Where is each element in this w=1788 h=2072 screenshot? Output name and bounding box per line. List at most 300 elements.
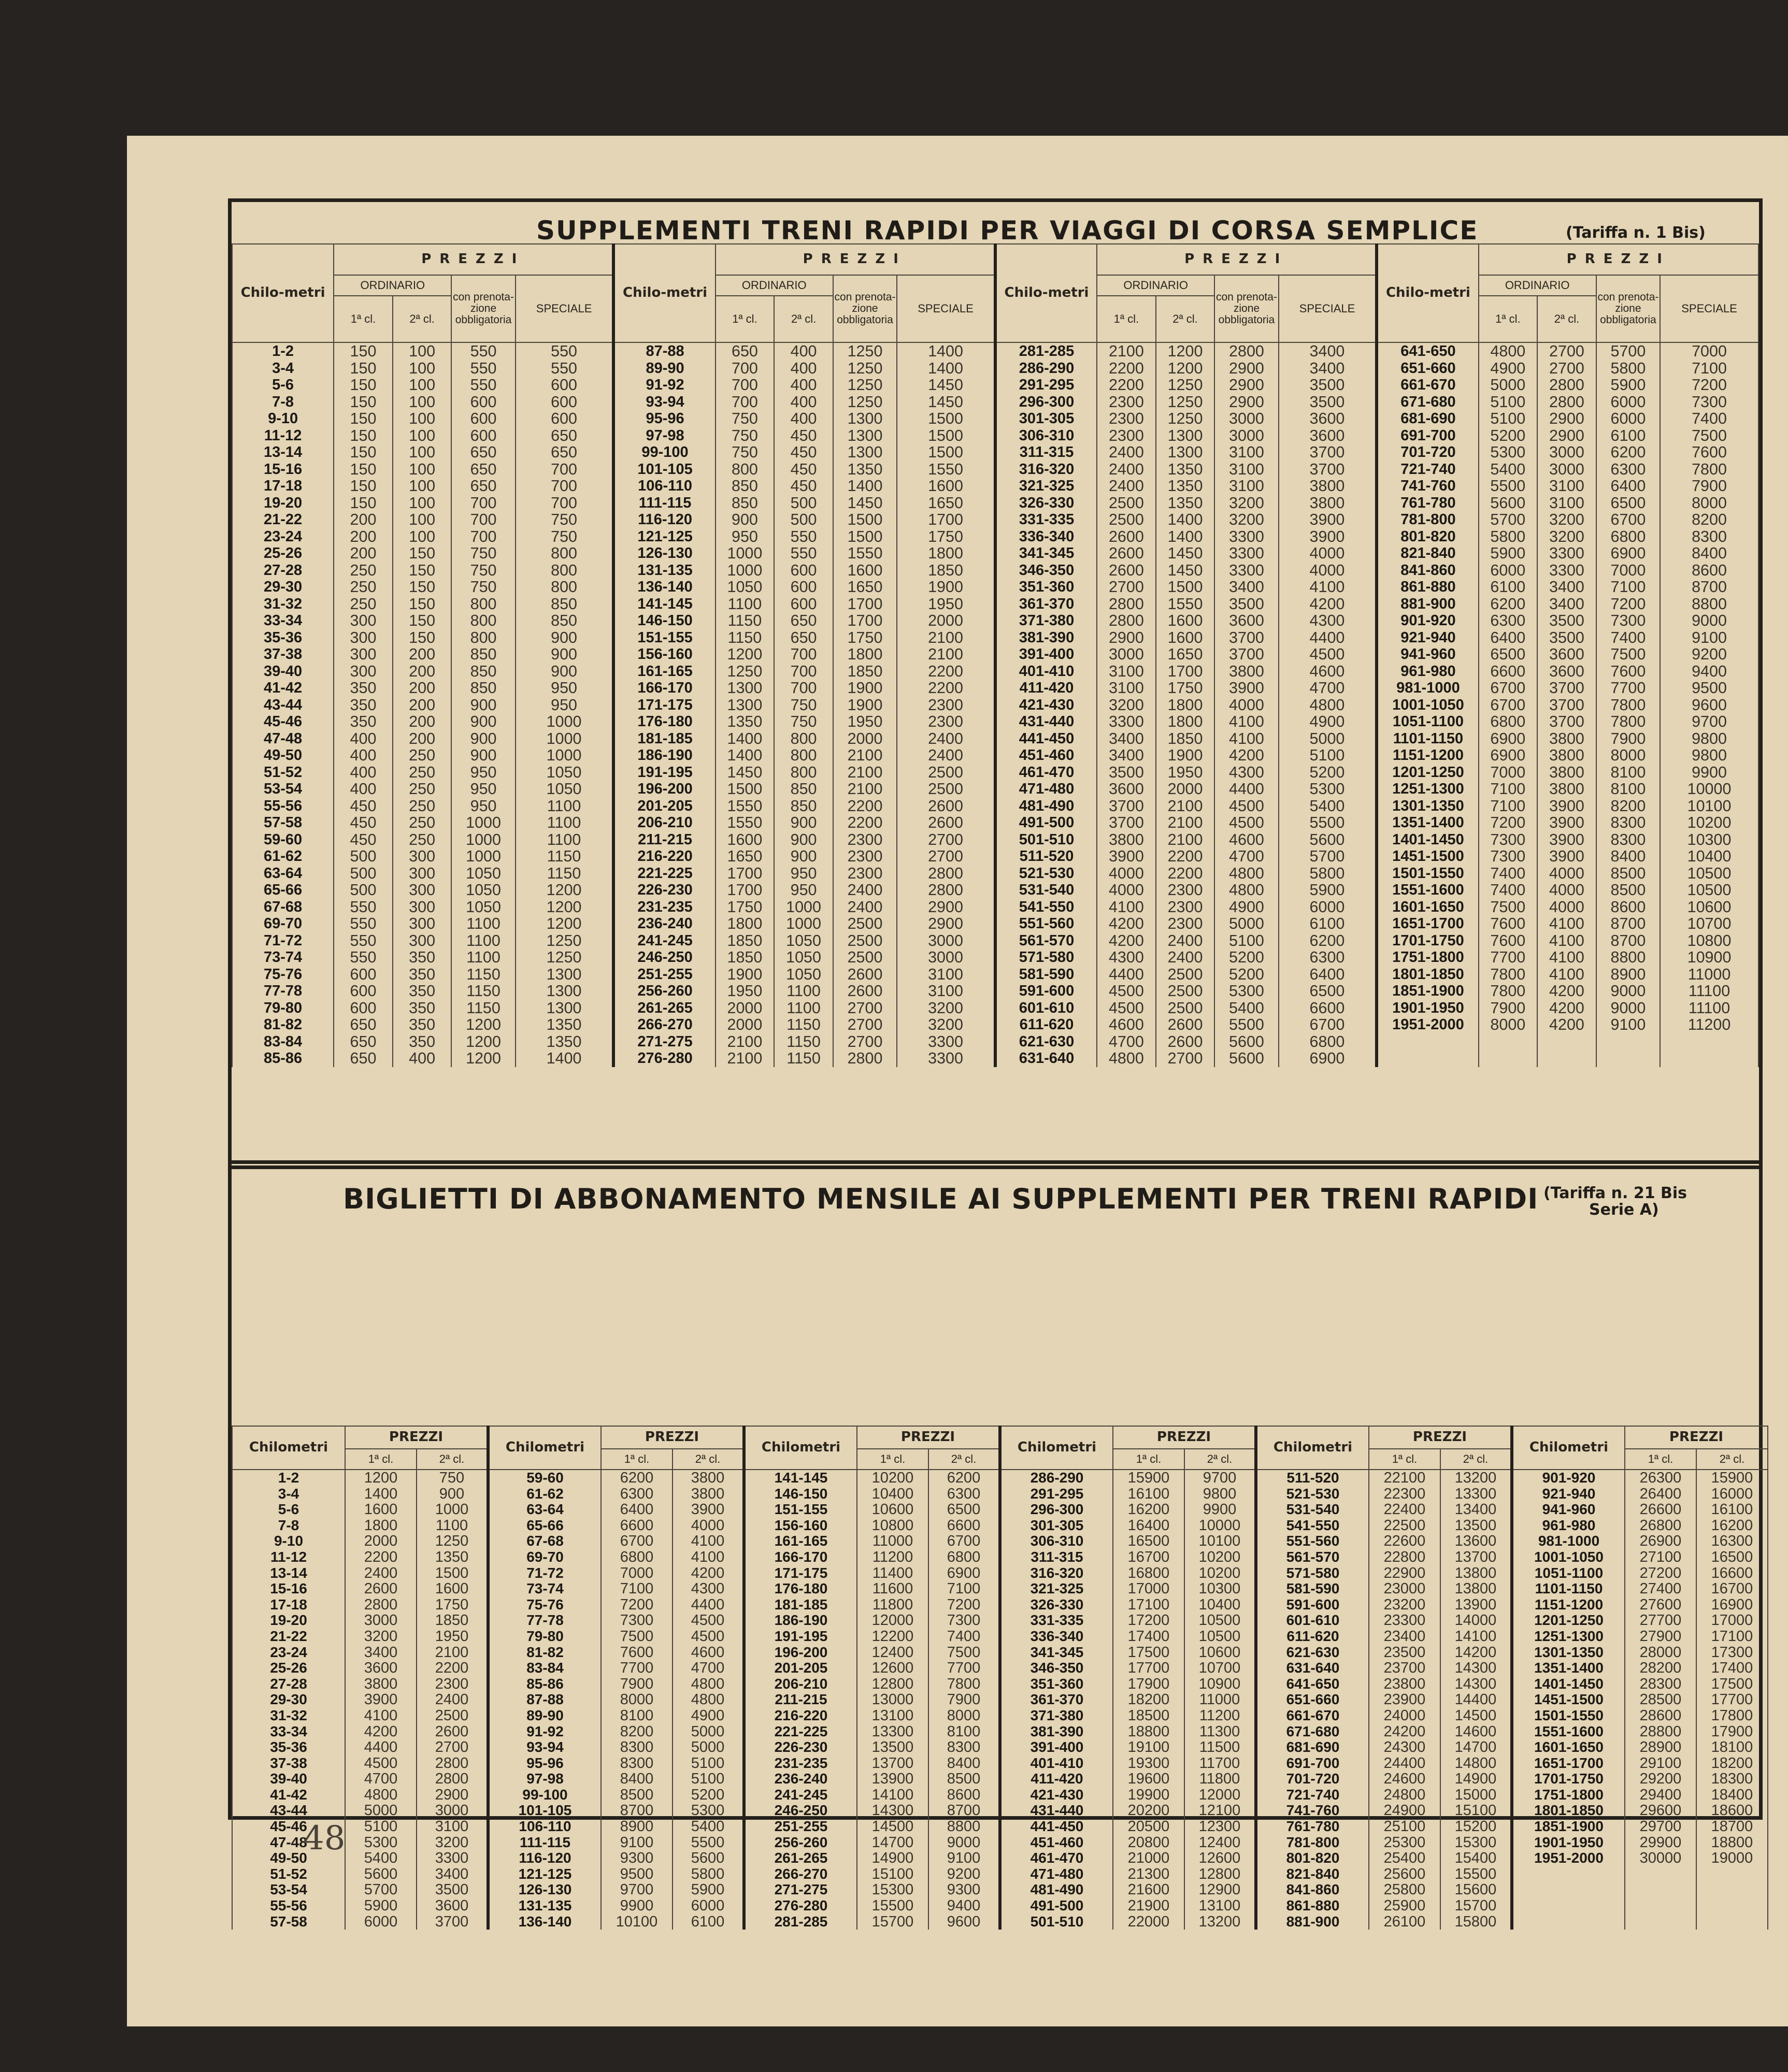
price-cell: 800 <box>716 461 775 478</box>
table-row <box>232 713 1758 730</box>
price-cell: 4600 <box>1097 1016 1156 1033</box>
price-cell: 3300 <box>1214 545 1278 562</box>
price-cell: 950 <box>451 781 515 798</box>
table-row <box>232 579 1758 596</box>
price-cell: 4200 <box>1537 1016 1596 1033</box>
km-range-cell: 211-215 <box>613 831 715 848</box>
price-cell: 650 <box>334 1050 393 1067</box>
table-row <box>232 1000 1758 1017</box>
price-cell: 2100 <box>1156 831 1215 848</box>
km-range-cell: 236-240 <box>613 915 715 932</box>
price-cell: 4000 <box>1537 865 1596 882</box>
price-cell: 17300 <box>1696 1645 1768 1661</box>
km-range-cell: 106-110 <box>488 1819 601 1835</box>
price-cell: 200 <box>334 511 393 528</box>
price-cell: 2800 <box>345 1597 417 1613</box>
price-cell: 1100 <box>774 983 833 1000</box>
price-cell: 2400 <box>1156 949 1215 966</box>
price-cell: 350 <box>393 983 452 1000</box>
price-cell: 14900 <box>857 1850 928 1866</box>
price-cell: 2100 <box>417 1645 488 1661</box>
table-row <box>232 1819 1768 1835</box>
price-cell: 14800 <box>1440 1756 1512 1772</box>
price-cell: 1350 <box>1156 461 1215 478</box>
price-cell: 8700 <box>1596 932 1660 949</box>
km-range-cell: 1551-1600 <box>1512 1724 1625 1740</box>
price-cell: 16500 <box>1696 1549 1768 1565</box>
price-cell: 1250 <box>833 342 897 360</box>
price-cell: 14400 <box>1440 1692 1512 1708</box>
km-range-cell: 241-245 <box>613 932 715 949</box>
km-range-cell: 551-560 <box>1256 1533 1369 1549</box>
km-range-cell: 591-600 <box>995 983 1097 1000</box>
price-cell: 9000 <box>928 1835 1000 1851</box>
km-range-cell: 1951-2000 <box>1377 1016 1478 1033</box>
price-cell: 5000 <box>1479 377 1538 394</box>
price-cell: 10300 <box>1184 1581 1256 1597</box>
price-cell: 3800 <box>1537 747 1596 764</box>
price-cell: 7300 <box>1596 612 1660 629</box>
price-cell: 150 <box>334 342 393 360</box>
km-range-cell: 361-370 <box>995 596 1097 613</box>
price-cell: 3200 <box>1537 528 1596 545</box>
km-range-cell: 1951-2000 <box>1512 1850 1625 1866</box>
price-cell: 700 <box>716 394 775 411</box>
km-range-cell: 1-2 <box>232 342 334 360</box>
price-cell: 550 <box>334 915 393 932</box>
km-range-cell: 331-335 <box>995 511 1097 528</box>
price-cell: 350 <box>334 697 393 714</box>
price-cell: 100 <box>393 377 452 394</box>
price-cell: 10600 <box>1660 899 1758 916</box>
price-cell: 26800 <box>1625 1518 1696 1534</box>
price-cell: 8400 <box>1660 545 1758 562</box>
price-cell: 5500 <box>673 1835 744 1851</box>
km-range-cell: 73-74 <box>488 1581 601 1597</box>
km-range-cell: 33-34 <box>232 1724 345 1740</box>
price-cell: 700 <box>774 646 833 663</box>
price-cell: 650 <box>716 342 775 360</box>
price-cell: 2600 <box>833 983 897 1000</box>
price-cell: 100 <box>393 495 452 512</box>
price-cell: 2800 <box>833 1050 897 1067</box>
km-range-cell: 621-630 <box>1256 1645 1369 1661</box>
price-cell: 450 <box>774 444 833 461</box>
price-cell: 5100 <box>1479 394 1538 411</box>
km-range-cell: 611-620 <box>995 1016 1097 1033</box>
price-cell: 3800 <box>1537 730 1596 747</box>
price-cell: 17500 <box>1113 1645 1184 1661</box>
km-range-cell: 101-105 <box>613 461 715 478</box>
km-range-cell: 336-340 <box>1000 1629 1113 1645</box>
price-cell: 22000 <box>1113 1914 1184 1930</box>
km-range-cell: 361-370 <box>1000 1692 1113 1708</box>
price-cell: 2300 <box>833 865 897 882</box>
price-cell: 750 <box>716 410 775 427</box>
price-cell: 550 <box>451 342 515 360</box>
price-cell: 6500 <box>1596 495 1660 512</box>
price-cell: 10100 <box>1184 1533 1256 1549</box>
price-cell: 1150 <box>516 865 614 882</box>
price-cell: 700 <box>774 680 833 697</box>
km-range-cell: 166-170 <box>613 680 715 697</box>
price-cell: 6000 <box>1596 394 1660 411</box>
price-cell: 4200 <box>345 1724 417 1740</box>
price-cell: 2400 <box>1097 444 1156 461</box>
price-cell: 9200 <box>928 1866 1000 1882</box>
km-range-cell: 1251-1300 <box>1512 1629 1625 1645</box>
price-cell: 3300 <box>897 1033 995 1051</box>
km-range-cell: 511-520 <box>1256 1470 1369 1486</box>
price-cell: 450 <box>774 461 833 478</box>
price-cell: 1350 <box>516 1033 614 1051</box>
km-range-cell: 1651-1700 <box>1512 1756 1625 1772</box>
price-cell: 7900 <box>1660 478 1758 495</box>
price-cell: 3900 <box>1537 848 1596 865</box>
price-cell: 2600 <box>1097 562 1156 579</box>
km-range-cell: 1851-1900 <box>1512 1819 1625 1835</box>
km-range-cell: 701-720 <box>1377 444 1478 461</box>
km-range-cell: 181-185 <box>613 730 715 747</box>
price-cell: 6500 <box>1279 983 1377 1000</box>
price-cell: 16200 <box>1113 1502 1184 1518</box>
km-header: Chilo-metri <box>613 244 715 342</box>
price-cell: 2800 <box>1537 394 1596 411</box>
price-cell <box>1696 1882 1768 1898</box>
price-cell: 600 <box>774 562 833 579</box>
price-cell: 7400 <box>1596 629 1660 646</box>
price-cell: 10000 <box>1184 1518 1256 1534</box>
price-cell: 400 <box>334 747 393 764</box>
price-cell: 2600 <box>1097 528 1156 545</box>
price-cell: 350 <box>393 949 452 966</box>
km-range-cell: 1251-1300 <box>1377 781 1478 798</box>
price-cell: 1450 <box>833 495 897 512</box>
price-cell: 7800 <box>1660 461 1758 478</box>
price-cell: 5200 <box>1479 427 1538 444</box>
price-cell: 1350 <box>516 1016 614 1033</box>
supplementi-table <box>232 243 1759 1067</box>
price-cell: 27100 <box>1625 1549 1696 1565</box>
price-cell: 3100 <box>417 1819 488 1835</box>
price-cell: 3600 <box>1537 646 1596 663</box>
price-cell: 2700 <box>1156 1050 1215 1067</box>
price-cell: 19300 <box>1113 1756 1184 1772</box>
price-cell: 21600 <box>1113 1882 1184 1898</box>
price-cell <box>1479 1033 1538 1051</box>
price-cell: 6300 <box>928 1486 1000 1502</box>
price-cell: 850 <box>516 612 614 629</box>
supplementi-title: SUPPLEMENTI TRENI RAPIDI PER VIAGGI DI CORSA SEMPLICE <box>536 215 1479 246</box>
class2-header: 2ª cl. <box>393 296 452 342</box>
price-cell: 17400 <box>1696 1660 1768 1676</box>
price-cell: 1050 <box>451 882 515 899</box>
price-cell: 15200 <box>1440 1819 1512 1835</box>
km-range-cell: 961-980 <box>1512 1518 1625 1534</box>
km-range-cell: 41-42 <box>232 680 334 697</box>
table-row <box>232 1629 1768 1645</box>
table-row <box>232 1692 1768 1708</box>
price-cell: 3800 <box>1537 764 1596 781</box>
class1-header: 1ª cl. <box>716 296 775 342</box>
supplementi-tariff-note: (Tariffa n. 1 Bis) <box>1566 224 1706 242</box>
price-cell: 4600 <box>1279 663 1377 680</box>
price-cell: 15000 <box>1440 1787 1512 1803</box>
price-cell: 600 <box>334 983 393 1000</box>
price-cell: 250 <box>334 579 393 596</box>
km-range-cell: 1501-1550 <box>1512 1708 1625 1724</box>
price-cell: 7100 <box>1479 798 1538 815</box>
price-cell: 8800 <box>1660 596 1758 613</box>
price-cell: 5100 <box>1479 410 1538 427</box>
price-cell: 6100 <box>1279 915 1377 932</box>
km-range-cell: 121-125 <box>613 528 715 545</box>
price-cell: 9100 <box>928 1850 1000 1866</box>
km-range-cell: 611-620 <box>1256 1629 1369 1645</box>
km-range-cell: 186-190 <box>613 747 715 764</box>
price-cell: 2500 <box>1156 966 1215 983</box>
abbonamento-tariff-note-1: (Tariffa n. 21 Bis <box>1543 1184 1687 1202</box>
km-range-cell: 196-200 <box>613 781 715 798</box>
price-cell: 8100 <box>1596 764 1660 781</box>
km-range-cell: 7-8 <box>232 394 334 411</box>
price-cell: 200 <box>334 545 393 562</box>
price-cell: 8600 <box>928 1787 1000 1803</box>
price-cell: 1050 <box>716 579 775 596</box>
price-cell: 1250 <box>833 360 897 377</box>
km-range-cell: 131-135 <box>488 1898 601 1914</box>
km-range-cell: 981-1000 <box>1512 1533 1625 1549</box>
price-cell: 1650 <box>833 579 897 596</box>
km-range-cell: 326-330 <box>995 495 1097 512</box>
price-cell: 550 <box>451 377 515 394</box>
price-cell: 24900 <box>1369 1803 1440 1819</box>
price-cell: 3800 <box>1279 495 1377 512</box>
price-cell: 10600 <box>1184 1645 1256 1661</box>
prezzi-header: PREZZI <box>1369 1426 1512 1449</box>
price-cell: 2700 <box>833 1000 897 1017</box>
price-cell: 2900 <box>417 1787 488 1803</box>
price-cell: 3300 <box>417 1850 488 1866</box>
price-cell: 16300 <box>1696 1533 1768 1549</box>
price-cell: 4000 <box>1097 882 1156 899</box>
price-cell: 4500 <box>1097 1000 1156 1017</box>
price-cell: 150 <box>393 562 452 579</box>
price-cell: 950 <box>716 528 775 545</box>
price-cell: 4100 <box>1537 915 1596 932</box>
price-cell: 5100 <box>673 1756 744 1772</box>
price-cell <box>1660 1033 1758 1051</box>
price-cell: 9300 <box>928 1882 1000 1898</box>
price-cell: 350 <box>334 680 393 697</box>
price-cell: 4300 <box>673 1581 744 1597</box>
price-cell: 800 <box>451 596 515 613</box>
km-range-cell: 176-180 <box>744 1581 857 1597</box>
class1-header: 1ª cl. <box>1625 1449 1696 1470</box>
price-cell: 3000 <box>417 1803 488 1819</box>
table-row <box>232 1581 1768 1597</box>
table-row <box>232 781 1758 798</box>
price-cell: 2600 <box>1156 1033 1215 1051</box>
price-cell: 700 <box>716 377 775 394</box>
km-range-cell: 311-315 <box>995 444 1097 461</box>
price-cell: 8300 <box>928 1739 1000 1756</box>
price-cell: 5000 <box>1214 915 1278 932</box>
price-cell: 28800 <box>1625 1724 1696 1740</box>
price-cell: 1000 <box>516 747 614 764</box>
km-range-cell: 351-360 <box>995 579 1097 596</box>
price-cell: 2100 <box>833 747 897 764</box>
price-cell: 3200 <box>897 1016 995 1033</box>
price-cell: 28300 <box>1625 1676 1696 1692</box>
km-range-cell: 45-46 <box>232 713 334 730</box>
price-cell: 8700 <box>601 1803 673 1819</box>
price-cell: 6200 <box>1279 932 1377 949</box>
price-cell: 150 <box>334 360 393 377</box>
km-range-cell: 19-20 <box>232 1613 345 1629</box>
price-cell: 4700 <box>673 1660 744 1676</box>
price-cell: 3800 <box>1097 831 1156 848</box>
price-cell: 9600 <box>928 1914 1000 1930</box>
km-range-cell: 351-360 <box>1000 1676 1113 1692</box>
price-cell: 1450 <box>1156 545 1215 562</box>
price-cell: 8300 <box>1596 814 1660 831</box>
price-cell: 7800 <box>1596 713 1660 730</box>
price-cell: 12400 <box>1184 1835 1256 1851</box>
price-cell: 6400 <box>1479 629 1538 646</box>
price-cell: 650 <box>451 444 515 461</box>
km-range-cell: 9-10 <box>232 1533 345 1549</box>
price-cell: 17800 <box>1696 1708 1768 1724</box>
price-cell: 450 <box>774 478 833 495</box>
km-range-cell: 67-68 <box>488 1533 601 1549</box>
table-row <box>232 1502 1768 1518</box>
table-row <box>232 646 1758 663</box>
km-range-cell: 1751-1800 <box>1512 1787 1625 1803</box>
price-cell: 4100 <box>1214 713 1278 730</box>
price-cell: 1050 <box>774 949 833 966</box>
table-row <box>232 932 1758 949</box>
km-range-cell: 1101-1150 <box>1512 1581 1625 1597</box>
km-range-cell: 761-780 <box>1256 1819 1369 1835</box>
price-cell: 3900 <box>673 1502 744 1518</box>
price-cell: 2100 <box>897 646 995 663</box>
price-cell: 7200 <box>1479 814 1538 831</box>
km-range-cell: 511-520 <box>995 848 1097 865</box>
price-cell: 3700 <box>1097 814 1156 831</box>
price-cell: 1600 <box>1156 612 1215 629</box>
price-cell: 1900 <box>833 697 897 714</box>
price-cell: 400 <box>393 1050 452 1067</box>
price-cell: 150 <box>334 444 393 461</box>
table-row <box>232 899 1758 916</box>
price-cell: 15500 <box>1440 1866 1512 1882</box>
price-cell: 3900 <box>1537 814 1596 831</box>
table-row <box>232 495 1758 512</box>
price-cell: 600 <box>334 1000 393 1017</box>
km-range-cell: 83-84 <box>488 1660 601 1676</box>
price-cell: 2700 <box>897 848 995 865</box>
price-cell: 650 <box>451 478 515 495</box>
price-cell: 7600 <box>1660 444 1758 461</box>
price-cell: 11000 <box>1660 966 1758 983</box>
price-cell: 4200 <box>1097 932 1156 949</box>
km-range-cell: 47-48 <box>232 730 334 747</box>
price-cell: 1300 <box>716 697 775 714</box>
price-cell: 1250 <box>1156 410 1215 427</box>
km-header: Chilometri <box>1512 1426 1625 1470</box>
km-range-cell: 276-280 <box>613 1050 715 1067</box>
km-range-cell: 81-82 <box>232 1016 334 1033</box>
km-range-cell: 246-250 <box>744 1803 857 1819</box>
price-cell: 6600 <box>1479 663 1538 680</box>
price-cell: 3400 <box>1279 360 1377 377</box>
price-cell: 100 <box>393 342 452 360</box>
price-cell: 26600 <box>1625 1502 1696 1518</box>
price-cell: 500 <box>774 511 833 528</box>
price-cell: 23200 <box>1369 1597 1440 1613</box>
price-cell: 1900 <box>1156 747 1215 764</box>
price-cell: 5700 <box>1596 342 1660 360</box>
price-cell: 1800 <box>1156 713 1215 730</box>
price-cell: 350 <box>334 713 393 730</box>
price-cell: 3200 <box>345 1629 417 1645</box>
price-cell: 2300 <box>417 1676 488 1692</box>
price-cell: 5000 <box>673 1739 744 1756</box>
price-cell: 100 <box>393 528 452 545</box>
price-cell: 2400 <box>897 730 995 747</box>
km-range-cell: 13-14 <box>232 1565 345 1581</box>
price-cell: 750 <box>451 562 515 579</box>
table-row <box>232 377 1758 394</box>
km-range-cell: 136-140 <box>488 1914 601 1930</box>
price-cell: 1600 <box>897 478 995 495</box>
price-cell: 2300 <box>833 848 897 865</box>
price-cell: 100 <box>393 511 452 528</box>
price-cell: 1850 <box>417 1613 488 1629</box>
km-range-cell: 33-34 <box>232 612 334 629</box>
price-cell <box>1537 1033 1596 1051</box>
price-cell: 1600 <box>1156 629 1215 646</box>
price-cell: 6300 <box>1279 949 1377 966</box>
km-header: Chilometri <box>488 1426 601 1470</box>
price-cell: 3500 <box>1279 377 1377 394</box>
price-cell: 1000 <box>716 545 775 562</box>
class2-header: 2ª cl. <box>1156 296 1215 342</box>
price-cell: 8200 <box>1660 511 1758 528</box>
price-cell: 2900 <box>1537 427 1596 444</box>
km-range-cell: 701-720 <box>1256 1771 1369 1787</box>
price-cell: 2400 <box>1097 461 1156 478</box>
km-range-cell: 3-4 <box>232 1486 345 1502</box>
price-cell: 1400 <box>716 730 775 747</box>
price-cell: 24300 <box>1369 1739 1440 1756</box>
price-cell: 10800 <box>857 1518 928 1534</box>
table-row <box>232 1016 1758 1033</box>
km-range-cell: 601-610 <box>995 1000 1097 1017</box>
price-cell: 8800 <box>928 1819 1000 1835</box>
price-cell: 500 <box>334 865 393 882</box>
price-cell: 14900 <box>1440 1771 1512 1787</box>
price-cell: 1350 <box>1156 478 1215 495</box>
price-cell: 1300 <box>516 966 614 983</box>
price-cell: 4700 <box>1097 1033 1156 1051</box>
price-cell: 5400 <box>1479 461 1538 478</box>
price-cell: 29700 <box>1625 1819 1696 1835</box>
price-cell: 1200 <box>516 899 614 916</box>
price-cell: 7800 <box>1479 983 1538 1000</box>
price-cell: 1300 <box>833 410 897 427</box>
